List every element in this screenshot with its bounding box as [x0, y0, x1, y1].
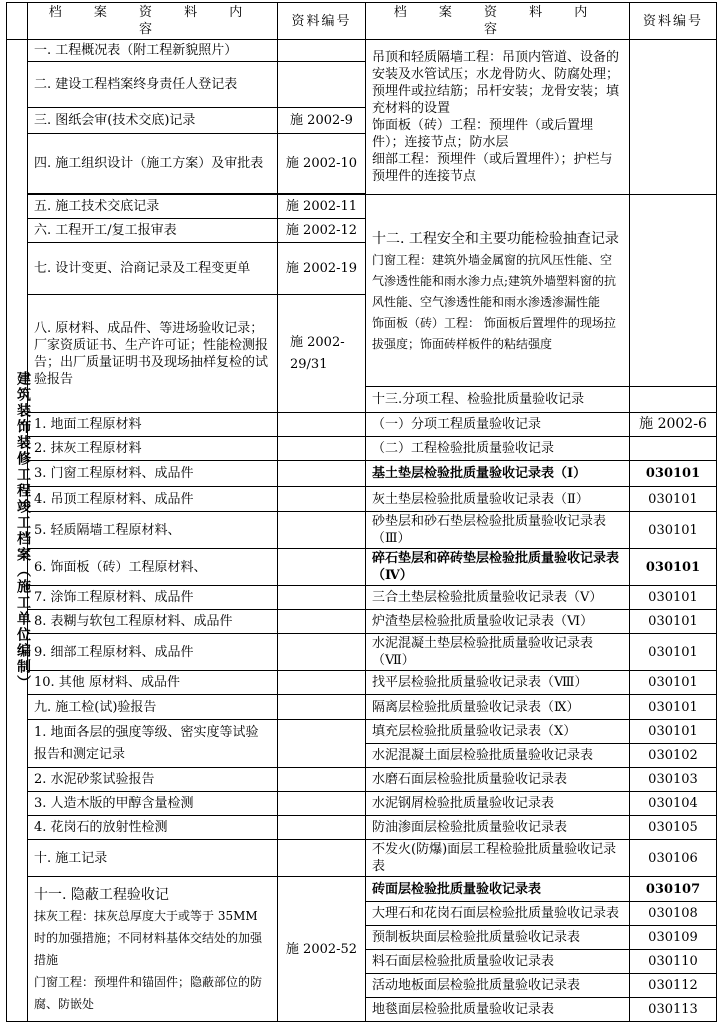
left-code-24 [278, 840, 366, 877]
right-code-15: 030104 [630, 792, 717, 816]
left-item-22: 3. 人造木版的甲醇含量检测 [28, 792, 278, 816]
left-code-1 [278, 40, 366, 62]
left-item-4: 四. 施工组织设计（施工方案）及审批表 [28, 134, 278, 194]
right-code-11: 030101 [630, 695, 717, 720]
table-row [7, 512, 717, 549]
left-item-15: 7. 涂饰工程原材料、成品件 [28, 586, 278, 610]
left-code-10 [278, 437, 366, 461]
side-title-text: 建筑装饰装修工程竣工档案（施工单位编制） [15, 370, 31, 691]
left-code-13 [278, 512, 366, 549]
right-code-21: 030110 [630, 950, 717, 974]
left-item-16: 8. 表糊与软包工程原材料、成品件 [28, 610, 278, 634]
right-item-17: 不发火(防爆)面层工程检验批质量验收记录表 [366, 840, 630, 877]
table-row [7, 195, 717, 219]
left-code-17 [278, 634, 366, 671]
right-item-10: 找平层检验批质量验收记录表（Ⅷ） [366, 671, 630, 695]
left-item-11: 3. 门窗工程原材料、成品件 [28, 461, 278, 487]
right-code-12: 030101 [630, 720, 717, 744]
left-code-20 [278, 720, 366, 768]
left-item-20: 1. 地面各层的强度等级、密实度等试验报告和测定记录 [28, 720, 278, 768]
left-section-11 [28, 877, 278, 1022]
right-item-8: 炉渣垫层检验批质量验收记录表（Ⅵ） [366, 610, 630, 634]
left-code-3: 施 2002-9 [278, 108, 366, 134]
right-code-8: 030101 [630, 610, 717, 634]
left-code-22 [278, 792, 366, 816]
header-content-right: 档 案 资 料 内 容 [366, 3, 630, 40]
right-item-21: 料石面层检验批质量验收记录表 [366, 950, 630, 974]
right-item-20: 预制板块面层检验批质量验收记录表 [366, 926, 630, 950]
right-item-4: 灰土垫层检验批质量验收记录表（Ⅱ） [366, 487, 630, 512]
right-item-18: 砖面层检验批质量验收记录表 [366, 877, 630, 902]
table-row [7, 413, 717, 437]
table-row [7, 720, 717, 744]
left-item-25: 十一. 隐蔽工程验收记 [34, 887, 169, 903]
right-code-3: 030101 [630, 461, 717, 487]
left-code-5: 施 2002-11 [278, 195, 366, 219]
right-12-title: 十二. 工程安全和主要功能检验抽查记录 [372, 231, 619, 247]
right-item-3: 基土垫层检验批质量验收记录表（Ⅰ） [366, 461, 630, 487]
right-code-2 [630, 437, 717, 461]
right-item-5: 砂垫层和砂石垫层检验批质量验收记录表（Ⅲ） [366, 512, 630, 549]
left-code-18 [278, 671, 366, 695]
right-code-10: 030101 [630, 671, 717, 695]
right-top-detail: 吊顶和轻质隔墙工程：吊顶内管道、设备的安装及水管试压；水龙骨防火、防腐处理；预埋件或拉结筋；吊杆安装；龙骨安装；填充材料的设置 饰面板（砖）工程：预埋件（或后置埋件）；连接节点；防水层 细部工程：预埋件（或后置埋件）；护栏与预埋件的连接节点 [366, 40, 630, 195]
left-item-2: 二. 建设工程档案终身责任人登记表 [28, 62, 278, 108]
left-code-15 [278, 586, 366, 610]
right-item-11: 隔离层检验批质量验收记录表（Ⅸ） [366, 695, 630, 720]
left-code-25: 施 2002-52 [278, 877, 366, 1022]
left-item-3: 三. 图纸会审(技术交底)记录 [28, 108, 278, 134]
header-code-right: 资料编号 [630, 3, 717, 40]
table-row [7, 768, 717, 792]
left-code-16 [278, 610, 366, 634]
table-row [7, 816, 717, 840]
right-code-9: 030101 [630, 634, 717, 671]
left-item-14: 6. 饰面板（砖）工程原材料、 [28, 549, 278, 586]
right-code-5: 030101 [630, 512, 717, 549]
left-item-1: 一. 工程概况表（附工程新貌照片） [28, 40, 278, 62]
right-12-detail: 门窗工程：建筑外墙金属窗的抗风压性能、空气渗透性能和雨水渗力点;建筑外墙塑料窗的抗风性能、空气渗透性能和雨水渗透渗漏性能 饰面板（砖）工程： 饰面板后置埋件的现场拉拔强度；饰面砖样板件的粘结强度 [372, 253, 617, 351]
right-12-code [630, 195, 717, 387]
right-code-18: 030107 [630, 877, 717, 902]
table-row [7, 840, 717, 877]
right-item-7: 三合土垫层检验批质量验收记录表（Ⅴ） [366, 586, 630, 610]
left-item-21: 2. 水泥砂浆试验报告 [28, 768, 278, 792]
right-item-1: （一）分项工程质量验收记录 [366, 413, 630, 437]
right-13-code [630, 387, 717, 413]
right-code-13: 030102 [630, 744, 717, 768]
right-item-19: 大理石和花岗石面层检验批质量验收记录表 [366, 902, 630, 926]
left-code-9 [278, 413, 366, 437]
right-item-16: 防油渗面层检验批质量验收记录表 [366, 816, 630, 840]
right-item-22: 活动地板面层检验批质量验收记录表 [366, 974, 630, 998]
right-code-4: 030101 [630, 487, 717, 512]
left-item-10: 2. 抹灰工程原材料 [28, 437, 278, 461]
table-row [7, 610, 717, 634]
right-code-16: 030105 [630, 816, 717, 840]
archive-table [6, 2, 717, 1022]
left-item-19: 九. 施工检(试)验报告 [28, 695, 278, 720]
left-code-2 [278, 62, 366, 108]
left-item-5: 五. 施工技术交底记录 [28, 195, 278, 219]
left-item-9: 1. 地面工程原材料 [28, 413, 278, 437]
left-code-23 [278, 816, 366, 840]
table-row [7, 437, 717, 461]
right-code-1: 施 2002-6 [630, 413, 717, 437]
table-row [7, 671, 717, 695]
right-top-code [630, 40, 717, 195]
table-row [7, 461, 717, 487]
left-item-8: 八. 原材料、成品件、等进场验收记录；厂家资质证书、生产许可证；性能检测报告；出厂质量证明书及现场抽样复检的试验报告 [28, 295, 278, 413]
table-row [7, 40, 717, 62]
right-code-20: 030109 [630, 926, 717, 950]
left-item-17: 9. 细部工程原材料、成品件 [28, 634, 278, 671]
header-code-left: 资料编号 [278, 3, 366, 40]
header-content-left: 档 案 资 料 内 容 [28, 3, 278, 40]
right-code-23: 030113 [630, 998, 717, 1022]
table-row [7, 586, 717, 610]
right-code-17: 030106 [630, 840, 717, 877]
left-item-6: 六. 工程开工/复工报审表 [28, 219, 278, 243]
right-item-9: 水泥混凝土垫层检验批质量验收记录表（Ⅶ） [366, 634, 630, 671]
left-code-4: 施 2002-10 [278, 134, 366, 194]
right-item-6: 碎石垫层和碎砖垫层检验批质量验收记录表（Ⅳ） [366, 549, 630, 586]
header-blank-cell [7, 3, 28, 40]
left-item-7: 七. 设计变更、洽商记录及工程变更单 [28, 243, 278, 295]
right-code-7: 030101 [630, 586, 717, 610]
left-item-23: 4. 花岗石的放射性检测 [28, 816, 278, 840]
left-code-11 [278, 461, 366, 487]
right-code-6: 030101 [630, 549, 717, 586]
right-code-22: 030112 [630, 974, 717, 998]
left-code-7: 施 2002-19 [278, 243, 366, 295]
right-item-14: 水磨石面层检验批质量验收记录表 [366, 768, 630, 792]
right-item-2: （二）工程检验批质量验收记录 [366, 437, 630, 461]
right-code-14: 030103 [630, 768, 717, 792]
right-section-12 [366, 195, 630, 387]
table-row [7, 549, 717, 586]
left-item-13: 5. 轻质隔墙工程原材料、 [28, 512, 278, 549]
side-title [7, 40, 31, 1022]
left-11-detail: 抹灰工程：抹灰总厚度大于或等于 35MM 时的加强措施；不同材料基体交结处的加强措施 门窗工程：预埋件和锚固件；隐蔽部位的防腐、防嵌处 [34, 909, 263, 1011]
table-row [7, 792, 717, 816]
table-row [7, 877, 717, 902]
right-item-23: 地毯面层检验批质量验收记录表 [366, 998, 630, 1022]
left-code-21 [278, 768, 366, 792]
left-code-19 [278, 695, 366, 720]
right-item-12: 填充层检验批质量验收记录表（Ⅹ） [366, 720, 630, 744]
table-row [7, 695, 717, 720]
right-section-13: 十三.分项工程、检验批质量验收记录 [366, 387, 630, 413]
right-item-15: 水泥钢屑检验批质量验收记录表 [366, 792, 630, 816]
left-item-24: 十. 施工记录 [28, 840, 278, 877]
left-code-14 [278, 549, 366, 586]
header-row [7, 3, 717, 40]
left-code-8: 施 2002-29/31 [278, 295, 366, 413]
right-item-13: 水泥混凝土面层检验批质量验收记录表 [366, 744, 630, 768]
left-code-6: 施 2002-12 [278, 219, 366, 243]
left-item-18: 10. 其他 原材料、成品件 [28, 671, 278, 695]
right-code-19: 030108 [630, 902, 717, 926]
table-row [7, 634, 717, 671]
table-row [7, 487, 717, 512]
left-code-12 [278, 487, 366, 512]
left-item-12: 4. 吊顶工程原材料、成品件 [28, 487, 278, 512]
